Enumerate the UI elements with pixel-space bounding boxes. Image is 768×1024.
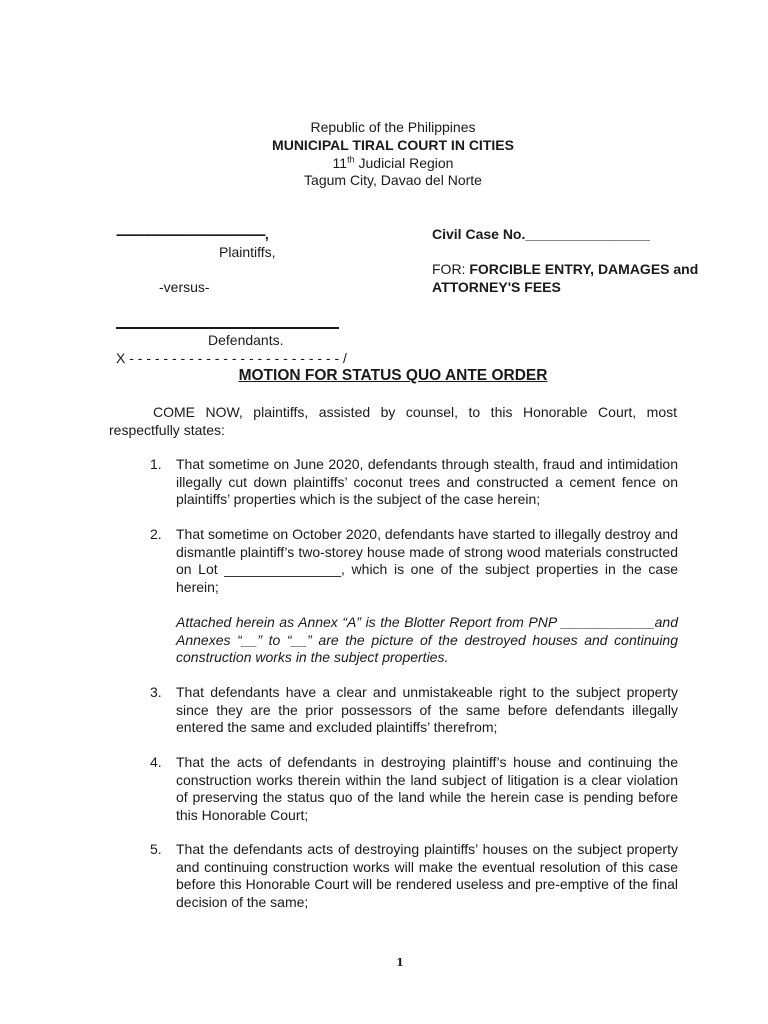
item-text: That sometime on June 2020, defendants through stealth, fraud and intimidation illegally cut down plaintiffs’ coconut trees and constructed a cement fence on plaintiffs’ properties which is the subject of the case herein; <box>176 456 678 507</box>
defendants-label: Defendants. <box>208 332 284 348</box>
list-item <box>150 841 678 911</box>
civil-case-blank: ________________ <box>525 226 650 242</box>
region-ordinal: th <box>347 154 355 165</box>
list-item <box>150 754 678 824</box>
annex-text: Attached herein as Annex “A” is the Blotter Report from PNP ____________and Annexes “__” to “__” are the picture of the destroyed houses and continuing construction works in the subject properties. <box>176 614 678 665</box>
list-item <box>150 526 678 596</box>
item-text: That the defendants acts of destroying plaintiffs’ houses on the subject property and continuing construction works will make the eventual resolution of this case before this Honorable Court will be rendered useless and pre-emptive of the final decision of the same; <box>176 841 678 910</box>
document-title: MOTION FOR STATUS QUO ANTE ORDER <box>238 367 548 384</box>
item-number: 3. <box>150 684 162 700</box>
region-label: Judicial Region <box>354 155 454 171</box>
item-text: That the acts of defendants in destroying plaintiff’s house and continuing the construction works therein within the land subject of litigation is a clear violation of preserving the status quo of the land while the herein case is pending before this Honorable Court; <box>176 754 678 823</box>
page-number: 1 <box>396 956 404 969</box>
item-number: 5. <box>150 841 162 857</box>
court-location: Tagum City, Davao del Norte <box>304 172 482 188</box>
intro-paragraph: COME NOW, plaintiffs, assisted by counsel, to this Honorable Court, most respectfully states: <box>109 404 677 438</box>
case-nature-line1: FORCIBLE ENTRY, DAMAGES and <box>469 261 699 277</box>
item-text: That defendants have a clear and unmistakeable right to the subject property since they are the prior possessors of the same before defendants illegally entered the same and excluded plaintiffs’ therefrom; <box>176 684 678 735</box>
list-item <box>150 684 678 737</box>
court-name: MUNICIPAL TIRAL COURT IN CITIES <box>272 137 514 153</box>
case-nature <box>432 261 698 277</box>
annex-note <box>150 614 678 667</box>
region-number: 11 <box>332 155 348 171</box>
civil-case-number <box>432 226 650 242</box>
caption-x-line: X - - - - - - - - - - - - - - - - - - - - - - - - - / <box>116 350 347 366</box>
judicial-region <box>0 155 768 171</box>
for-label: FOR: <box>432 261 470 277</box>
versus-label: -versus- <box>159 279 210 295</box>
item-number: 4. <box>150 754 162 770</box>
item-text: That sometime on October 2020, defendants have started to illegally destroy and dismantle plaintiff’s two-storey house made of strong wood materials constructed on Lot _______________, which is one of the subject properties in the case herein; <box>176 526 678 595</box>
plaintiffs-label: Plaintiffs, <box>219 244 276 260</box>
republic-line: Republic of the Philippines <box>310 119 476 135</box>
item-number: 2. <box>150 526 162 542</box>
item-number: 1. <box>150 456 162 472</box>
plaintiff-blank: -------------------------------------------, <box>116 226 268 242</box>
list-item <box>150 456 678 509</box>
civil-case-label: Civil Case No. <box>432 226 526 242</box>
case-nature-line2: ATTORNEY'S FEES <box>432 279 561 295</box>
defendant-blank-line <box>116 327 339 329</box>
